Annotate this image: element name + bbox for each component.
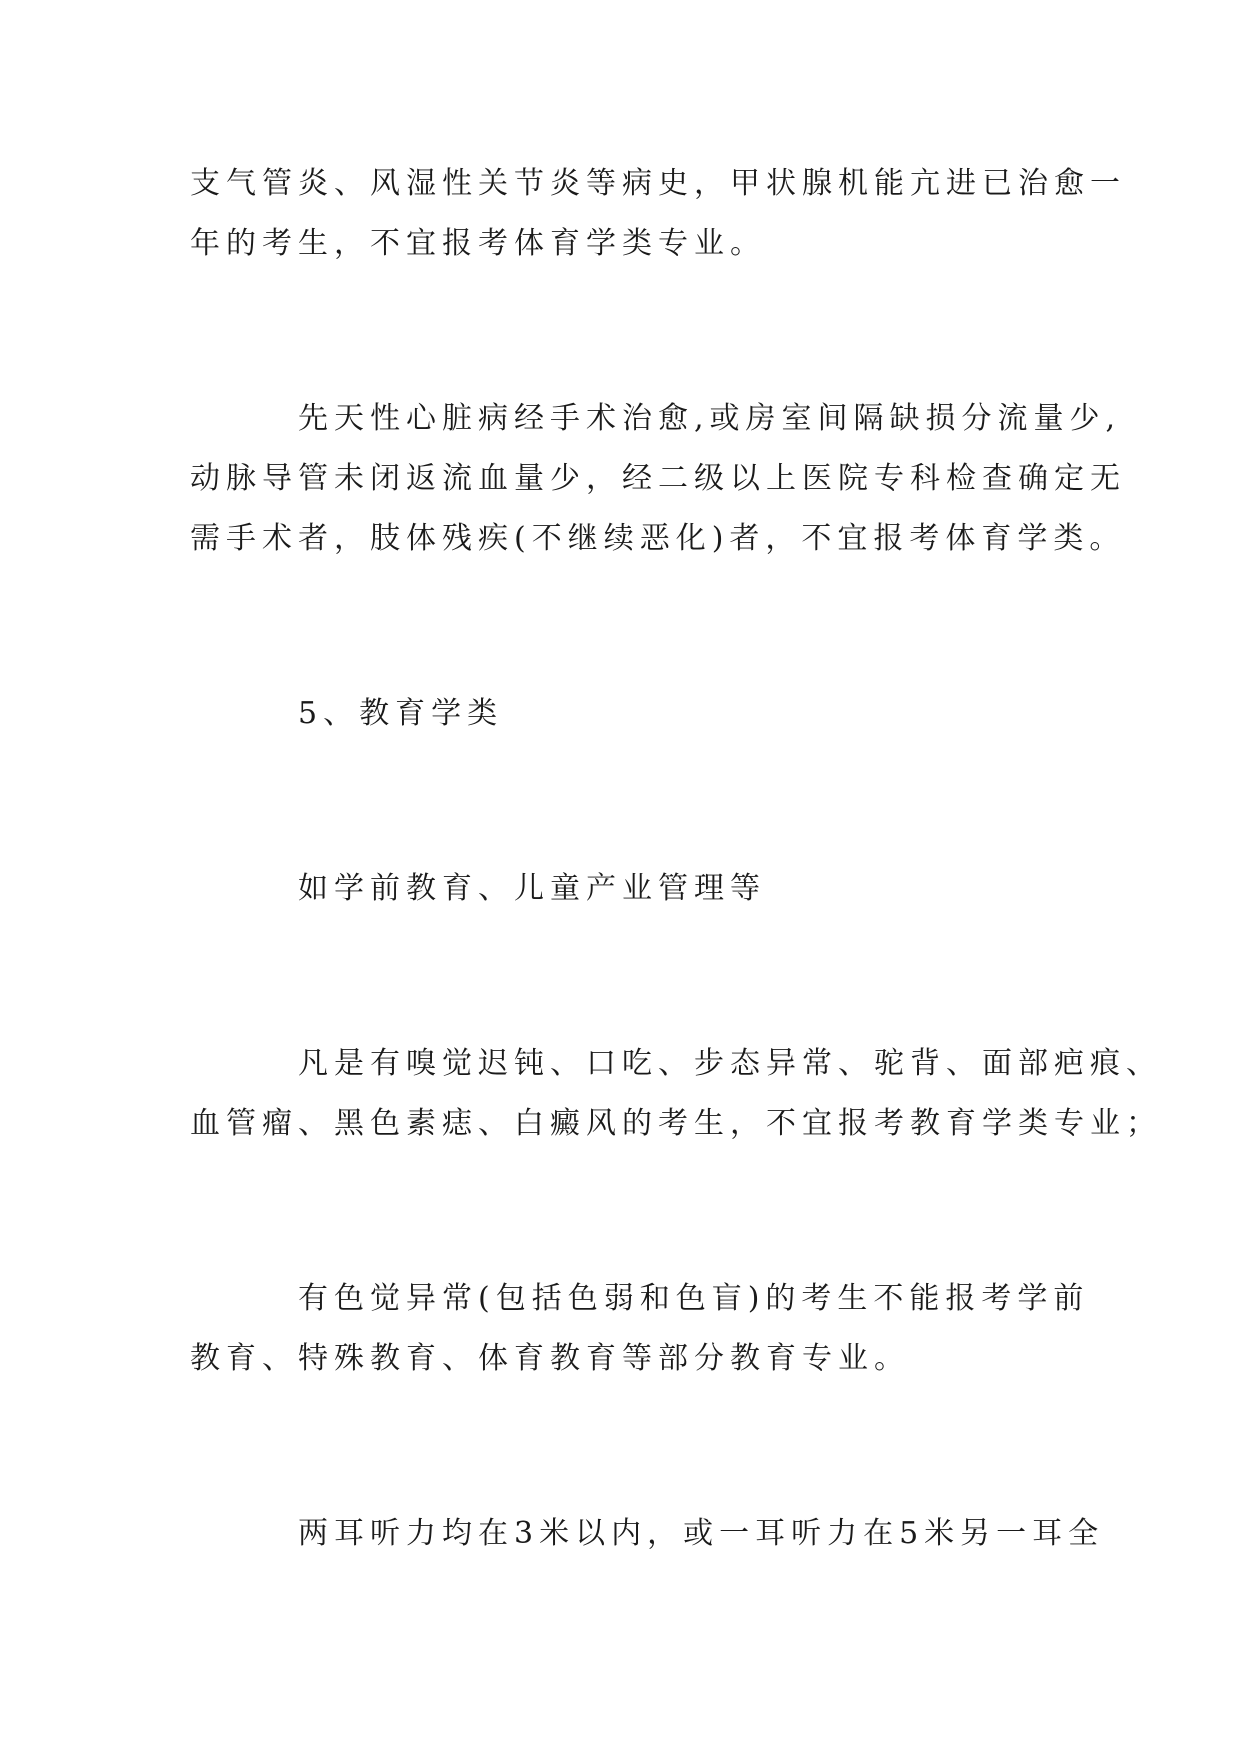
paragraph-line: 有色觉异常(包括色弱和色盲)的考生不能报考学前 — [298, 1281, 1090, 1316]
paragraph-line: 如学前教育、儿童产业管理等 — [298, 871, 766, 906]
paragraph-line: 需手术者，肢体残疾(不继续恶化)者，不宜报考体育学类。 — [190, 521, 1126, 556]
section-heading: 5、教育学类 — [298, 696, 504, 731]
paragraph-line: 血管瘤、黑色素痣、白癜风的考生，不宜报考教育学类专业； — [190, 1106, 1162, 1141]
paragraph-line: 动脉导管未闭返流血量少，经二级以上医院专科检查确定无 — [190, 461, 1126, 496]
paragraph-line: 先天性心脏病经手术治愈,或房室间隔缺损分流量少, — [298, 401, 1122, 436]
paragraph-line: 两耳听力均在3米以内，或一耳听力在5米另一耳全 — [298, 1516, 1105, 1551]
paragraph-line: 教育、特殊教育、体育教育等部分教育专业。 — [190, 1341, 910, 1376]
paragraph-line: 年的考生，不宜报考体育学类专业。 — [190, 226, 766, 261]
paragraph-line: 支气管炎、风湿性关节炎等病史，甲状腺机能亢进已治愈一 — [190, 166, 1126, 201]
paragraph-line: 凡是有嗅觉迟钝、口吃、步态异常、驼背、面部疤痕、 — [298, 1046, 1162, 1081]
